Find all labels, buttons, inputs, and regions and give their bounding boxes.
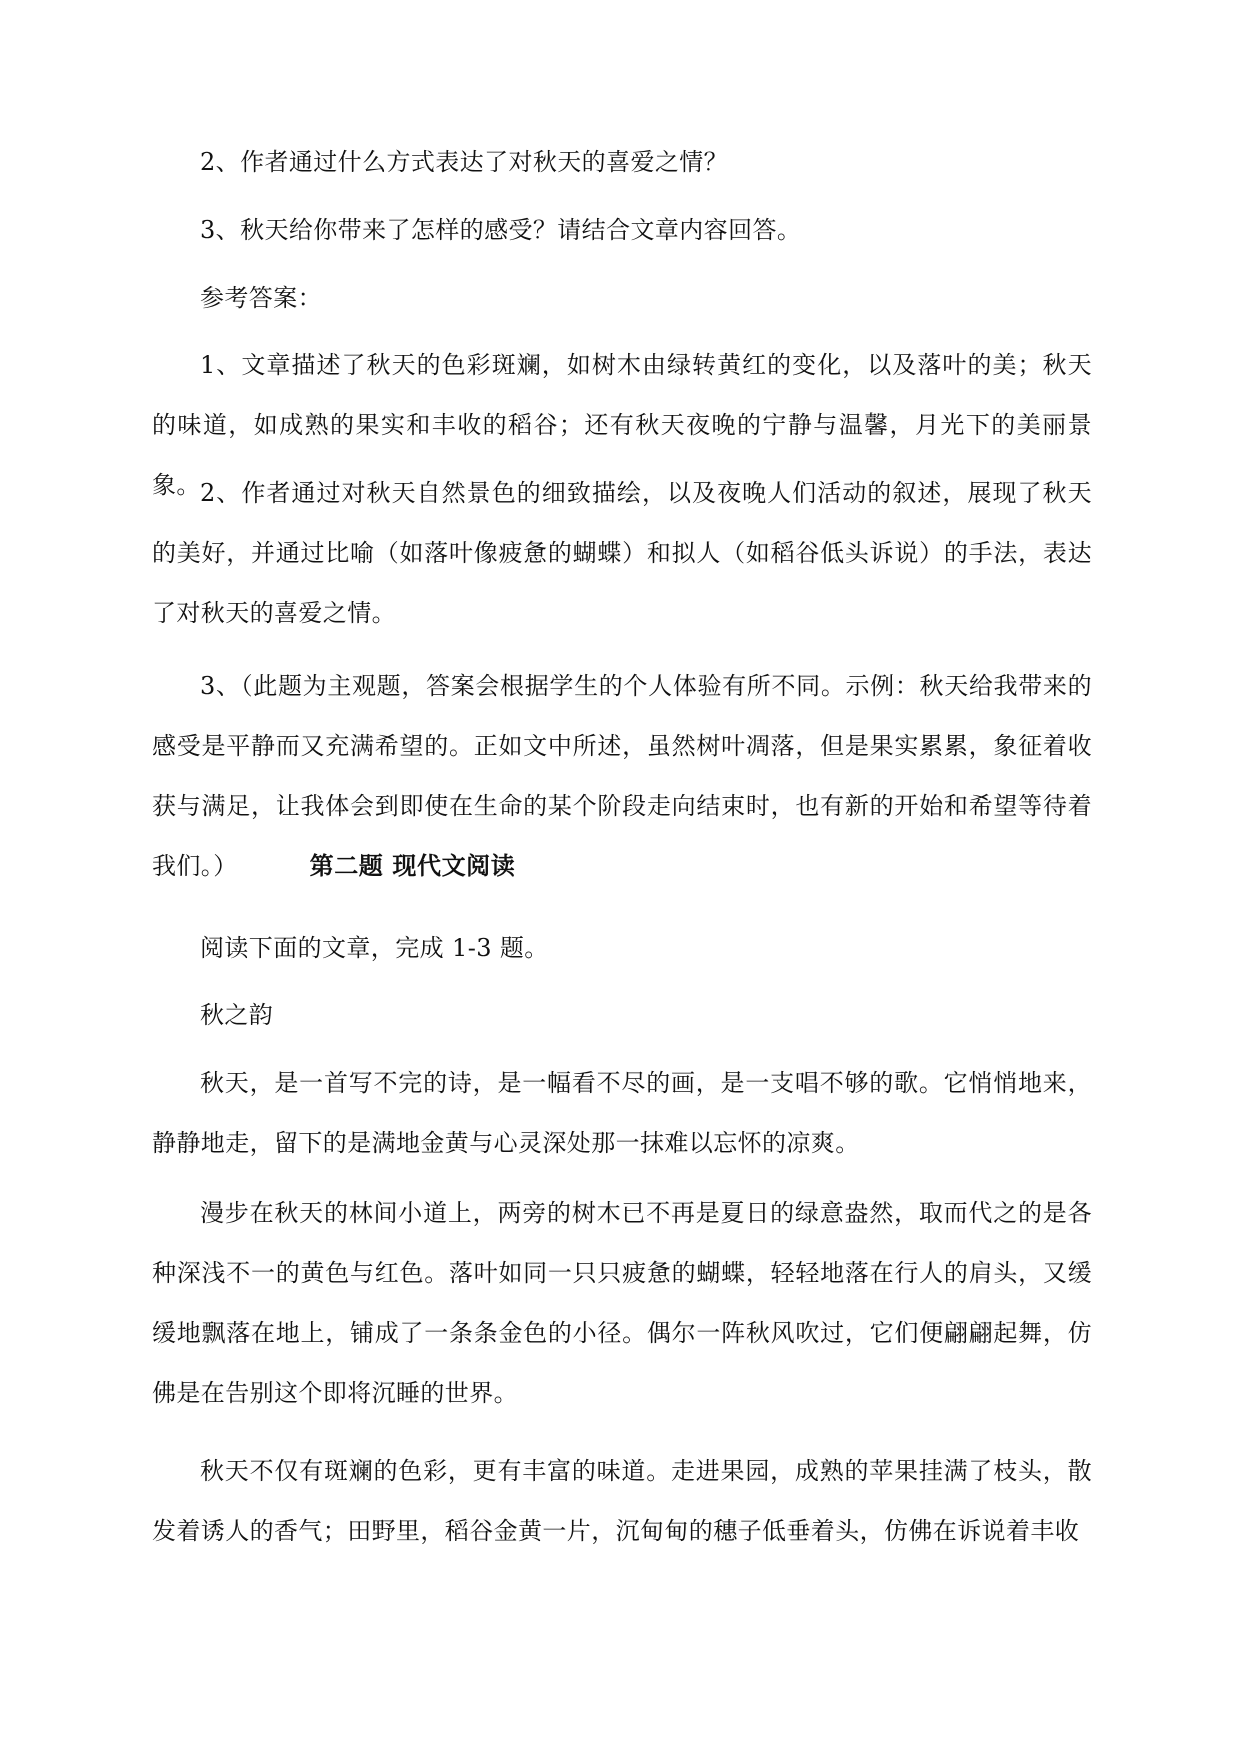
- question-2: 2、作者通过什么方式表达了对秋天的喜爱之情？: [200, 148, 729, 176]
- article-paragraph-2: 漫步在秋天的林间小道上，两旁的树木已不再是夏日的绿意盎然，取而代之的是各种深浅不一的黄色与红色。落叶如同一只只疲惫的蝴蝶，轻轻地落在行人的肩头，又缓缓地飘落在地上，铺成了一条条金色的小径。偶尔一阵秋风吹过，它们便翩翩起舞，仿佛是在告别这个即将沉睡的世界。: [152, 1199, 1092, 1407]
- article-paragraph-1: 秋天，是一首写不完的诗，是一幅看不尽的画，是一支唱不够的歌。它悄悄地来，静静地走，留下的是满地金黄与心灵深处那一抹难以忘怀的凉爽。: [152, 1069, 1092, 1157]
- section-heading: 第二题 现代文阅读: [309, 852, 516, 880]
- question-3: 3、秋天给你带来了怎样的感受？请结合文章内容回答。: [200, 216, 802, 244]
- answer-3-text: 3、（此题为主观题，答案会根据学生的个人体验有所不同。示例：秋天给我带来的感受是平静而又充满希望的。正如文中所述，虽然树叶凋落，但是果实累累，象征着收获与满足，让我体会到即使在生命的某个阶段走向结束时，也有新的开始和希望等待着我们。）: [152, 672, 1092, 880]
- answer-3: [152, 656, 1092, 896]
- article-title: 秋之韵: [200, 1001, 274, 1029]
- answer-key-label: 参考答案：: [200, 284, 322, 312]
- answer-2: 2、作者通过对秋天自然景色的细致描绘，以及夜晚人们活动的叙述，展现了秋天的美好，并通过比喻（如落叶像疲惫的蝴蝶）和拟人（如稻谷低头诉说）的手法，表达了对秋天的喜爱之情。: [152, 479, 1092, 627]
- article-paragraph-3: 秋天不仅有斑斓的色彩，更有丰富的味道。走进果园，成熟的苹果挂满了枝头，散发着诱人的香气；田野里，稻谷金黄一片，沉甸甸的穗子低垂着头，仿佛在诉说着丰收: [152, 1457, 1092, 1545]
- reading-instruction: 阅读下面的文章，完成 1-3 题。: [200, 934, 549, 962]
- answer-1: 1、文章描述了秋天的色彩斑斓，如树木由绿转黄红的变化，以及落叶的美；秋天的味道，如成熟的果实和丰收的稻谷；还有秋天夜晚的宁静与温馨，月光下的美丽景象。: [152, 351, 1092, 499]
